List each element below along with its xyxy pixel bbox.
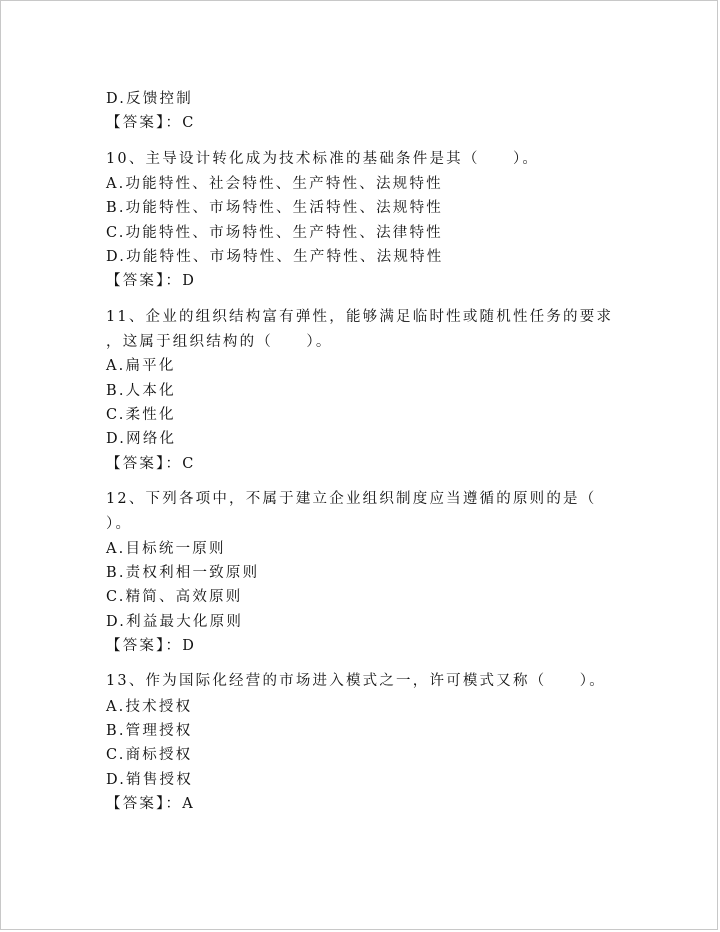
- answer-line: 【答案】：C: [106, 115, 196, 132]
- option-line: B.管理授权: [106, 722, 193, 739]
- question-stem: 10、主导设计转化成为技术标准的基础条件是其（ ）。: [106, 150, 540, 167]
- question-block: [106, 487, 626, 658]
- answer-line: 【答案】：D: [106, 273, 197, 290]
- option-line: A.目标统一原则: [106, 540, 226, 557]
- option-line: A.扁平化: [106, 358, 176, 375]
- option-line: C.柔性化: [106, 406, 176, 423]
- answer-line: 【答案】：D: [106, 637, 197, 654]
- question-stem: 11、企业的组织结构富有弹性，能够满足临时性或随机性任务的要求: [106, 308, 614, 325]
- option-line: B.功能特性、市场特性、生活特性、法规特性: [106, 200, 443, 217]
- question-block: [106, 147, 626, 294]
- question-stem-continued: ）。: [106, 516, 133, 533]
- option-line: D.功能特性、市场特性、生产特性、法规特性: [106, 248, 444, 265]
- question-stem: 13、作为国际化经营的市场进入模式之一，许可模式又称（ ）。: [106, 673, 606, 690]
- option-line: A.技术授权: [106, 698, 193, 715]
- question-block: [106, 305, 626, 476]
- option-line: C.功能特性、市场特性、生产特性、法律特性: [106, 224, 443, 241]
- question-stem-continued: ，这属于组织结构的（ ）。: [106, 334, 333, 351]
- option-line: D.网络化: [106, 431, 177, 448]
- option-line: C.精简、高效原则: [106, 589, 243, 606]
- question-list: [106, 87, 626, 816]
- question-stem: 12、下列各项中，不属于建立企业组织制度应当遵循的原则的是（: [106, 490, 597, 507]
- option-line: D.销售授权: [106, 771, 193, 788]
- option-line: A.功能特性、社会特性、生产特性、法规特性: [106, 176, 443, 193]
- option-line: D.反馈控制: [106, 91, 193, 107]
- option-line: C.商标授权: [106, 747, 193, 764]
- option-line: D.利益最大化原则: [106, 613, 244, 630]
- option-line: B.责权利相一致原则: [106, 564, 260, 581]
- option-line: B.人本化: [106, 382, 176, 399]
- question-block: [106, 669, 626, 816]
- answer-line: 【答案】：A: [106, 795, 195, 812]
- answer-line: 【答案】：C: [106, 455, 196, 472]
